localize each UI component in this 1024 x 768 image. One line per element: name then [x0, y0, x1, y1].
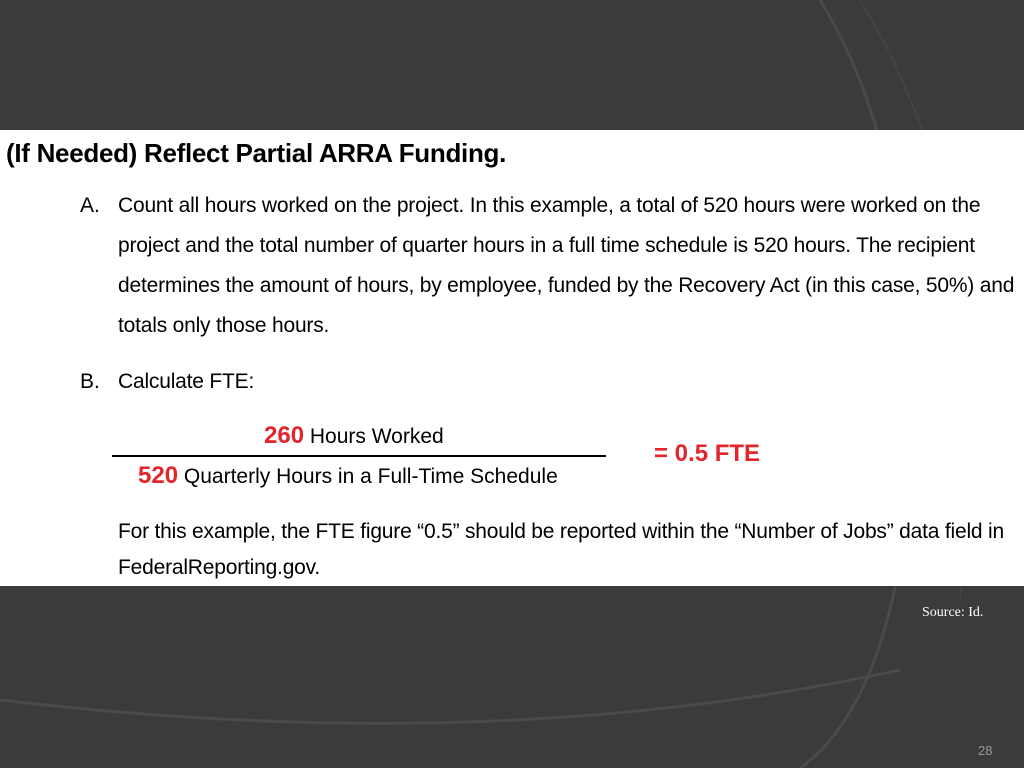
page-number: 28 — [978, 743, 993, 758]
slide-heading: (If Needed) Reflect Partial ARRA Funding. — [6, 138, 507, 168]
formula-denominator — [138, 462, 558, 490]
formula-numerator — [264, 422, 444, 450]
denominator-label: Quarterly Hours in a Full-Time Schedule — [183, 465, 558, 488]
reporting-note: For this example, the FTE figure “0.5” should be reported within the “Number of Jobs” data field in FederalReporting.gov. — [118, 520, 1004, 579]
denominator-value: 520 — [138, 462, 179, 489]
fraction-bar — [112, 455, 606, 457]
source-citation: Source: Id. — [922, 605, 984, 620]
numerator-value: 260 — [264, 422, 305, 449]
numerator-label: Hours Worked — [309, 425, 444, 448]
item-a-marker: A. — [80, 194, 100, 217]
item-a-text: Count all hours worked on the project. In this example, a total of 520 hours were worked on the project and the total number of quarter hours in a full time schedule is 520 hours. The recipient determines the amount of hours, by employee, funded by the Recovery Act (in this case, 50%) and totals only those hours. — [118, 194, 1015, 337]
formula-result: = 0.5 FTE — [654, 440, 761, 467]
item-b-text: Calculate FTE: — [118, 370, 255, 393]
item-b-marker: B. — [80, 370, 100, 393]
